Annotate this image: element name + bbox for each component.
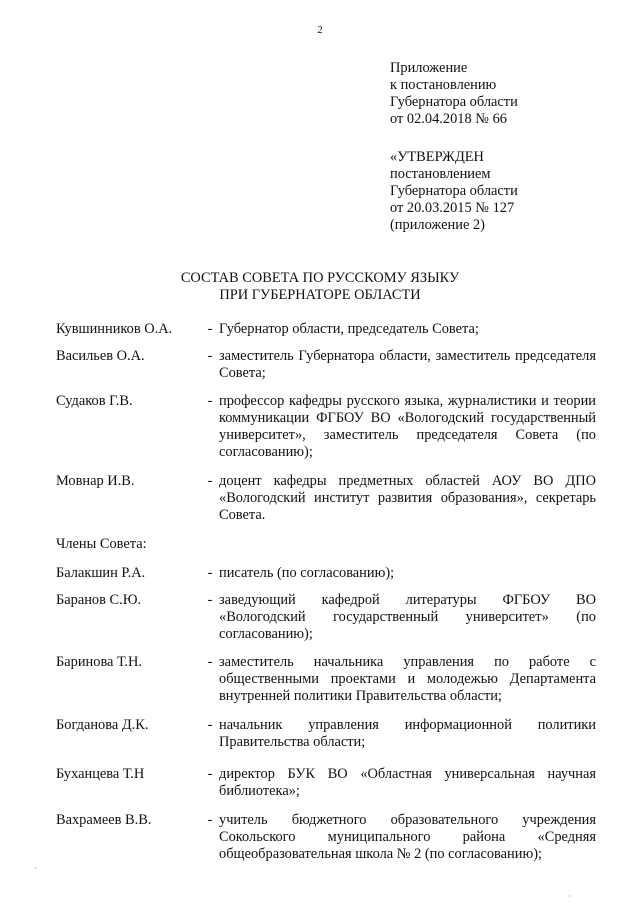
member-name: Баринова Т.Н. (56, 654, 142, 670)
list-item (56, 766, 596, 800)
annex-line: Приложение (390, 60, 468, 76)
dash: - (207, 592, 213, 608)
member-role: учитель бюджетного образовательного учреждения Сокольского муниципального района «Средняя общеобразовательная школа № 2 (по согласованию); (219, 812, 596, 862)
dash: - (207, 717, 213, 733)
member-name: Кувшинников О.А. (56, 321, 173, 337)
list-item (56, 348, 596, 382)
member-name: Судаков Г.В. (56, 393, 133, 409)
title-line-1: СОСТАВ СОВЕТА ПО РУССКОМУ ЯЗЫКУ (180, 270, 460, 286)
scan-speck: · (568, 891, 571, 901)
dash: - (207, 321, 213, 337)
approved-line: «УТВЕРЖДЕН (390, 149, 484, 165)
approved-line: (приложение 2) (390, 217, 485, 233)
title-line-2: ПРИ ГУБЕРНАТОРЕ ОБЛАСТИ (219, 287, 421, 303)
member-role: профессор кафедры русского языка, журналистики и теории коммуникации ФГБОУ ВО «Вологодский государственный университет», заместитель председателя Совета (по согласованию); (219, 393, 596, 460)
member-name: Баранов С.Ю. (56, 592, 142, 608)
scan-speck: · (34, 863, 37, 873)
page-number: 2 (317, 24, 323, 36)
approved-line: постановлением (390, 166, 491, 182)
dash: - (207, 766, 213, 782)
annex-line: от 02.04.2018 № 66 (390, 111, 507, 127)
member-name: Вахрамеев В.В. (56, 812, 152, 828)
list-item (56, 717, 596, 751)
member-role: доцент кафедры предметных областей АОУ ВО ДПО «Вологодский институт развития образования», секретарь Совета. (219, 473, 596, 523)
member-role: Губернатор области, председатель Совета; (219, 321, 479, 337)
dash: - (207, 654, 213, 670)
dash: - (207, 348, 213, 364)
list-item (56, 321, 596, 338)
list-item (56, 565, 596, 582)
annex-line: Губернатора области (390, 94, 518, 110)
member-role: заместитель Губернатора области, заместитель председателя Совета; (219, 348, 596, 381)
member-role: директор БУК ВО «Областная универсальная научная библиотека»; (219, 766, 596, 799)
list-item (56, 812, 596, 863)
approved-line: Губернатора области (390, 183, 518, 199)
document-title (0, 270, 640, 304)
dash: - (207, 473, 213, 489)
member-name: Балакшин Р.А. (56, 565, 146, 581)
council-list (56, 321, 596, 863)
dash: - (207, 812, 213, 828)
members-heading: Члены Совета: (56, 536, 147, 552)
annex-block (390, 60, 620, 128)
list-item (56, 654, 596, 705)
member-role: заведующий кафедрой литературы ФГБОУ ВО «Вологодский государственный университет» (по согласованию); (219, 592, 596, 642)
dash: - (207, 393, 213, 409)
member-role: писатель (по согласованию); (219, 565, 395, 581)
list-item (56, 592, 596, 643)
member-name: Васильев О.А. (56, 348, 145, 364)
list-item (56, 473, 596, 524)
member-name: Буханцева Т.Н (56, 766, 145, 782)
member-name: Мовнар И.В. (56, 473, 135, 489)
member-role: заместитель начальника управления по работе с общественными проектами и молодежью Департамента внутренней политики Правительства области; (219, 654, 596, 704)
approved-line: от 20.03.2015 № 127 (390, 200, 515, 216)
annex-line: к постановлению (390, 77, 497, 93)
list-item (56, 393, 596, 461)
approved-block (390, 149, 620, 234)
dash: - (207, 565, 213, 581)
member-role: начальник управления информационной политики Правительства области; (219, 717, 596, 750)
member-name: Богданова Д.К. (56, 717, 149, 733)
